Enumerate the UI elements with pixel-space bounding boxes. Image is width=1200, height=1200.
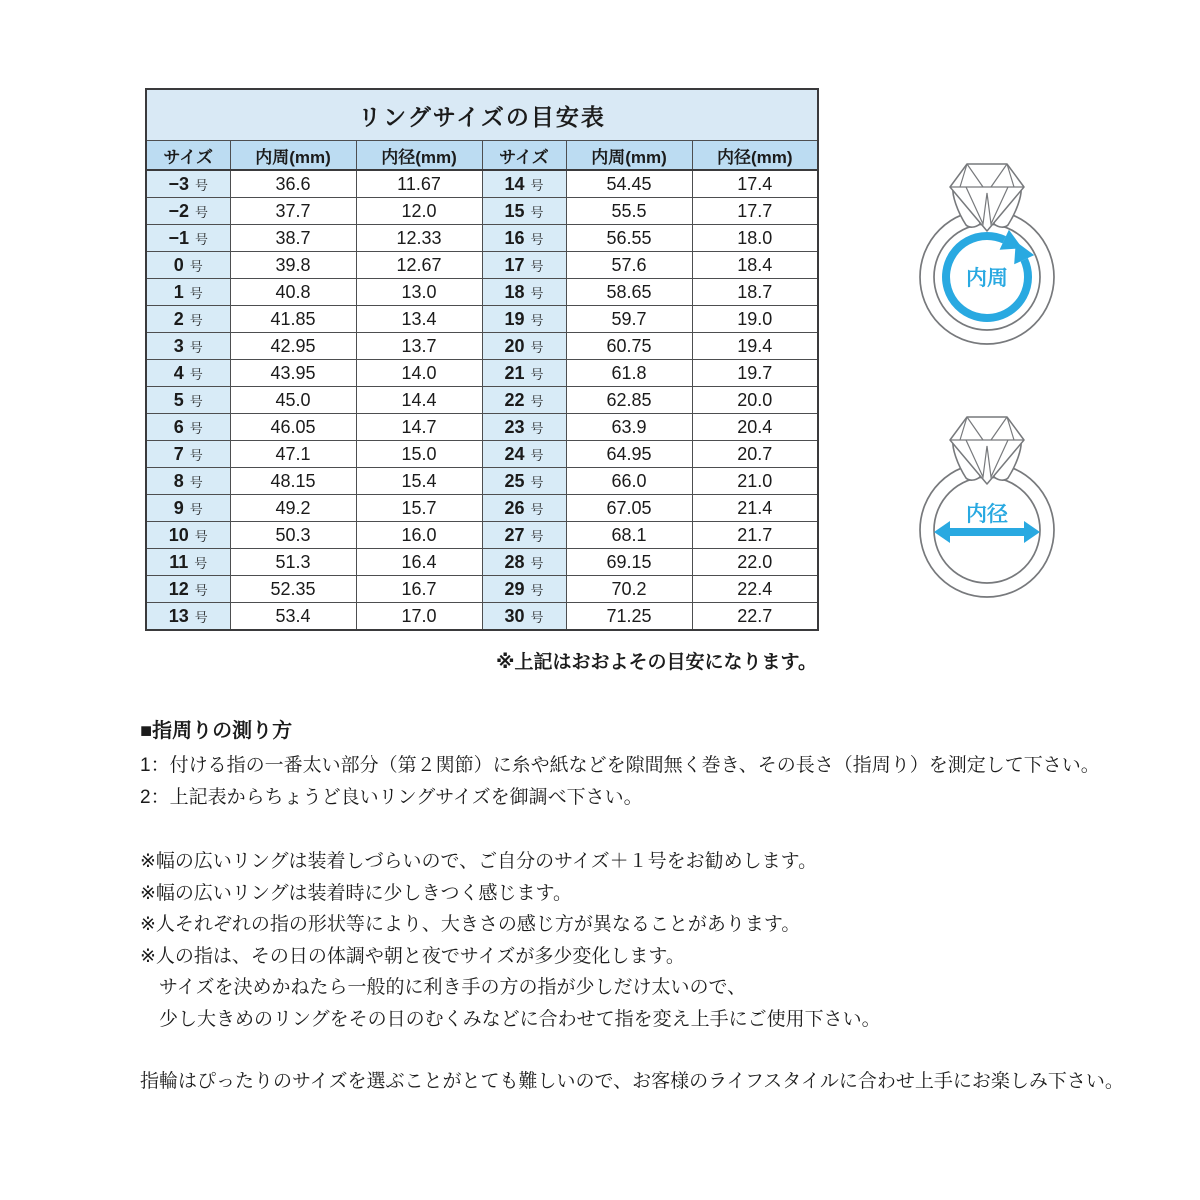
value-cell: 14.0 [356, 360, 482, 387]
value-cell: 22.7 [692, 603, 818, 631]
size-cell: 13 号 [146, 603, 230, 631]
value-cell: 22.0 [692, 549, 818, 576]
size-cell: −3 号 [146, 170, 230, 198]
value-cell: 36.6 [230, 170, 356, 198]
size-cell: 7 号 [146, 441, 230, 468]
diamond-icon [950, 417, 1024, 484]
size-cell: −2 号 [146, 198, 230, 225]
table-row [146, 170, 818, 198]
table-row [146, 495, 818, 522]
value-cell: 54.45 [566, 170, 692, 198]
value-cell: 11.67 [356, 170, 482, 198]
size-cell: 8 号 [146, 468, 230, 495]
table-row [146, 252, 818, 279]
value-cell: 14.4 [356, 387, 482, 414]
table-row [146, 549, 818, 576]
table-row [146, 441, 818, 468]
value-cell: 57.6 [566, 252, 692, 279]
value-cell: 22.4 [692, 576, 818, 603]
size-cell: 10 号 [146, 522, 230, 549]
size-cell: 20 号 [482, 333, 566, 360]
note-line: ※人それぞれの指の形状等により、大きさの感じ方が異なることがあります。 [140, 914, 801, 935]
ring-icon [912, 410, 1062, 602]
value-cell: 40.8 [230, 279, 356, 306]
size-cell: 17 号 [482, 252, 566, 279]
table-row [146, 522, 818, 549]
value-cell: 41.85 [230, 306, 356, 333]
table-row [146, 468, 818, 495]
value-cell: 38.7 [230, 225, 356, 252]
note-line: サイズを決めかねたら一般的に利き手の方の指が少しだけ太いので、 [140, 977, 747, 998]
value-cell: 61.8 [566, 360, 692, 387]
size-cell: 18 号 [482, 279, 566, 306]
value-cell: 70.2 [566, 576, 692, 603]
value-cell: 18.7 [692, 279, 818, 306]
value-cell: 16.7 [356, 576, 482, 603]
size-cell: 30 号 [482, 603, 566, 631]
value-cell: 64.95 [566, 441, 692, 468]
table-title-row [146, 89, 818, 141]
value-cell: 17.4 [692, 170, 818, 198]
value-cell: 67.05 [566, 495, 692, 522]
value-cell: 12.33 [356, 225, 482, 252]
value-cell: 20.0 [692, 387, 818, 414]
size-cell: 0 号 [146, 252, 230, 279]
header-diameter-right: 内径(mm) [692, 141, 818, 171]
table-title: リングサイズの目安表 [146, 89, 818, 141]
value-cell: 21.7 [692, 522, 818, 549]
size-cell: 2 号 [146, 306, 230, 333]
table-body [146, 170, 818, 630]
header-circumference-right: 内周(mm) [566, 141, 692, 171]
value-cell: 21.4 [692, 495, 818, 522]
header-size-right: サイズ [482, 141, 566, 171]
value-cell: 20.4 [692, 414, 818, 441]
size-cell: 15 号 [482, 198, 566, 225]
size-cell: 9 号 [146, 495, 230, 522]
value-cell: 15.7 [356, 495, 482, 522]
value-cell: 21.0 [692, 468, 818, 495]
diagram-label-circumference: 内周 [966, 267, 1008, 290]
table-row [146, 306, 818, 333]
table-row [146, 279, 818, 306]
value-cell: 20.7 [692, 441, 818, 468]
value-cell: 55.5 [566, 198, 692, 225]
size-cell: 25 号 [482, 468, 566, 495]
size-cell: 4 号 [146, 360, 230, 387]
value-cell: 58.65 [566, 279, 692, 306]
value-cell: 42.95 [230, 333, 356, 360]
value-cell: 14.7 [356, 414, 482, 441]
value-cell: 45.0 [230, 387, 356, 414]
value-cell: 13.4 [356, 306, 482, 333]
value-cell: 53.4 [230, 603, 356, 631]
ring-icon [912, 157, 1062, 349]
size-cell: 19 号 [482, 306, 566, 333]
value-cell: 13.0 [356, 279, 482, 306]
size-cell: 21 号 [482, 360, 566, 387]
value-cell: 71.25 [566, 603, 692, 631]
step-line: 2：上記表からちょうど良いリングサイズを御調べ下さい。 [140, 787, 643, 808]
table-row [146, 225, 818, 252]
value-cell: 15.4 [356, 468, 482, 495]
value-cell: 18.0 [692, 225, 818, 252]
table-row [146, 360, 818, 387]
measuring-heading: ■指周りの測り方 [140, 720, 293, 742]
step-line: 1：付ける指の一番太い部分（第２関節）に糸や紙などを隙間無く巻き、その長さ（指周り）を測定して下さい。 [140, 755, 1100, 776]
measuring-steps [140, 750, 1100, 814]
table-row [146, 603, 818, 631]
header-size-left: サイズ [146, 141, 230, 171]
diagram-label-diameter: 内径 [966, 503, 1008, 526]
value-cell: 47.1 [230, 441, 356, 468]
note-line: ※幅の広いリングは装着時に少しきつく感じます。 [140, 882, 573, 904]
value-cell: 16.4 [356, 549, 482, 576]
value-cell: 19.4 [692, 333, 818, 360]
value-cell: 16.0 [356, 522, 482, 549]
ring-size-table [145, 88, 819, 631]
size-cell: 28 号 [482, 549, 566, 576]
value-cell: 66.0 [566, 468, 692, 495]
value-cell: 13.7 [356, 333, 482, 360]
value-cell: 39.8 [230, 252, 356, 279]
value-cell: 19.0 [692, 306, 818, 333]
size-cell: 1 号 [146, 279, 230, 306]
value-cell: 68.1 [566, 522, 692, 549]
ring-diagram-circumference [912, 157, 1062, 349]
value-cell: 18.4 [692, 252, 818, 279]
value-cell: 46.05 [230, 414, 356, 441]
size-cell: 3 号 [146, 333, 230, 360]
value-cell: 43.95 [230, 360, 356, 387]
value-cell: 17.7 [692, 198, 818, 225]
value-cell: 62.85 [566, 387, 692, 414]
size-cell: 16 号 [482, 225, 566, 252]
header-diameter-left: 内径(mm) [356, 141, 482, 171]
size-cell: 27 号 [482, 522, 566, 549]
size-cell: 14 号 [482, 170, 566, 198]
table-row [146, 414, 818, 441]
closing-note: 指輪はぴったりのサイズを選ぶことがとても難しいので、お客様のライフスタイルに合わせ上手にお楽しみ下さい。 [140, 1071, 1124, 1092]
value-cell: 15.0 [356, 441, 482, 468]
table-footnote: ※上記はおおよその目安になります。 [496, 652, 817, 673]
size-cell: 12 号 [146, 576, 230, 603]
size-cell: 6 号 [146, 414, 230, 441]
value-cell: 51.3 [230, 549, 356, 576]
table-row [146, 198, 818, 225]
note-line: ※幅の広いリングは装着しづらいので、ご自分のサイズ＋１号をお勧めします。 [140, 851, 818, 872]
size-cell: 24 号 [482, 441, 566, 468]
value-cell: 59.7 [566, 306, 692, 333]
size-cell: 5 号 [146, 387, 230, 414]
header-circumference-left: 内周(mm) [230, 141, 356, 171]
value-cell: 63.9 [566, 414, 692, 441]
value-cell: 52.35 [230, 576, 356, 603]
value-cell: 12.0 [356, 198, 482, 225]
note-line: 少し大きめのリングをその日のむくみなどに合わせて指を変え上手にご使用下さい。 [140, 1008, 881, 1030]
value-cell: 49.2 [230, 495, 356, 522]
value-cell: 17.0 [356, 603, 482, 631]
table-row [146, 333, 818, 360]
value-cell: 37.7 [230, 198, 356, 225]
value-cell: 48.15 [230, 468, 356, 495]
size-cell: −1 号 [146, 225, 230, 252]
table-header-row [146, 141, 818, 171]
size-cell: 11 号 [146, 549, 230, 576]
value-cell: 60.75 [566, 333, 692, 360]
ring-diagram-diameter [912, 410, 1062, 602]
size-cell: 26 号 [482, 495, 566, 522]
size-cell: 23 号 [482, 414, 566, 441]
value-cell: 69.15 [566, 549, 692, 576]
table-row [146, 576, 818, 603]
note-line: ※人の指は、その日の体調や朝と夜でサイズが多少変化します。 [140, 945, 685, 967]
value-cell: 50.3 [230, 522, 356, 549]
table-row [146, 387, 818, 414]
diamond-icon [950, 164, 1024, 231]
value-cell: 56.55 [566, 225, 692, 252]
value-cell: 12.67 [356, 252, 482, 279]
size-cell: 29 号 [482, 576, 566, 603]
notes-block [140, 846, 881, 1035]
value-cell: 19.7 [692, 360, 818, 387]
size-cell: 22 号 [482, 387, 566, 414]
